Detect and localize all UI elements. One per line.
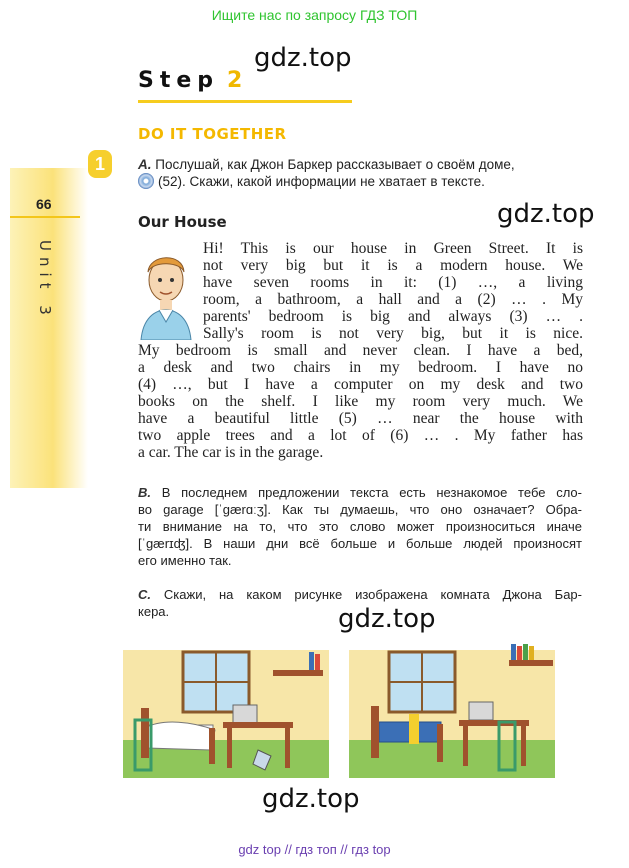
text-title: Our House xyxy=(138,213,227,231)
task-a-line xyxy=(138,156,552,173)
story-line: not very big but it is a modern house. We xyxy=(203,257,583,274)
story-line: two apple trees and a lot of (6) … . My father has xyxy=(138,427,583,444)
exercise-number-badge: 1 xyxy=(88,150,112,178)
task-a-text: (52). Скажи, какой информации не хватает в тексте. xyxy=(158,174,485,189)
footer-watermark[interactable]: gdz top // гдз топ // гдз top xyxy=(238,842,391,857)
story-line: have a beautiful little (5) … near the house with xyxy=(138,410,583,427)
task-c-line: кера. xyxy=(138,604,170,619)
story-line: books on the shelf. I like my room very much. We xyxy=(138,393,583,410)
watermark: gdz.top xyxy=(338,604,436,634)
task-c-line xyxy=(138,586,582,603)
step-word: Step xyxy=(138,68,220,93)
story-line: parents' bedroom is big and always (3) … . xyxy=(203,308,583,325)
task-a xyxy=(138,156,552,190)
task-a-line xyxy=(138,173,552,190)
task-c xyxy=(138,586,582,620)
watermark: gdz.top xyxy=(497,199,595,229)
task-b xyxy=(138,484,582,569)
task-b-line: во garage [ˈgærɑːʒ]. Как ты думаешь, что оно означает? Обра- xyxy=(138,502,582,517)
side-tab-rule xyxy=(10,216,80,218)
step-heading xyxy=(138,68,248,93)
step-number: 2 xyxy=(227,68,249,93)
story-text-full-width xyxy=(138,342,583,461)
audio-cd-icon[interactable] xyxy=(138,173,154,189)
top-watermark-link[interactable]: Ищите нас по запросу ГДЗ ТОП xyxy=(211,7,418,23)
task-a-letter: A. xyxy=(138,157,152,172)
watermark: gdz.top xyxy=(254,43,352,73)
story-line: have seven rooms in it: (1) …, a living xyxy=(203,274,583,291)
task-b-line: его именно так. xyxy=(138,553,232,568)
story-line-last: a car. The car is in the garage. xyxy=(138,444,324,461)
story-text xyxy=(203,240,583,342)
step-underline xyxy=(138,100,352,103)
story-line: My bedroom is small and never clean. I have a bed, xyxy=(138,342,583,359)
task-a-text: Послушай, как Джон Баркер рассказывает о своём доме, xyxy=(155,157,515,172)
task-b-line: ти внимание на то, что это слово может произноситься иначе xyxy=(138,519,582,534)
watermark: gdz.top xyxy=(262,784,360,814)
story-line: Hi! This is our house in Green Street. It is xyxy=(203,240,583,257)
story-line: Sally's room is not very big, but it is nice. xyxy=(203,325,583,342)
story-line: room, a bathroom, a hall and a (2) … . My xyxy=(203,291,583,308)
page-number: 66 xyxy=(36,196,52,212)
room-picture-tidy xyxy=(349,630,555,778)
task-c-letter: C. xyxy=(138,587,151,602)
section-title: DO IT TOGETHER xyxy=(138,125,287,143)
unit-label: Unit 3 xyxy=(36,240,54,321)
task-b-line xyxy=(138,484,582,501)
task-b-letter: B. xyxy=(138,485,151,500)
task-b-line: [ˈgærɪʤ]. В наши дни всё больше и больше людей произносят xyxy=(138,536,582,551)
task-b-text: В последнем предложении текста есть незнакомое тебе сло- xyxy=(161,485,582,500)
story-line: (4) …, but I have a computer on my desk and two xyxy=(138,376,583,393)
room-picture-messy xyxy=(123,630,329,778)
story-line: a desk and two chairs in my bedroom. I have no xyxy=(138,359,583,376)
task-c-text: Скажи, на каком рисунке изображена комната Джона Бар- xyxy=(163,587,582,602)
boy-illustration xyxy=(135,240,197,340)
